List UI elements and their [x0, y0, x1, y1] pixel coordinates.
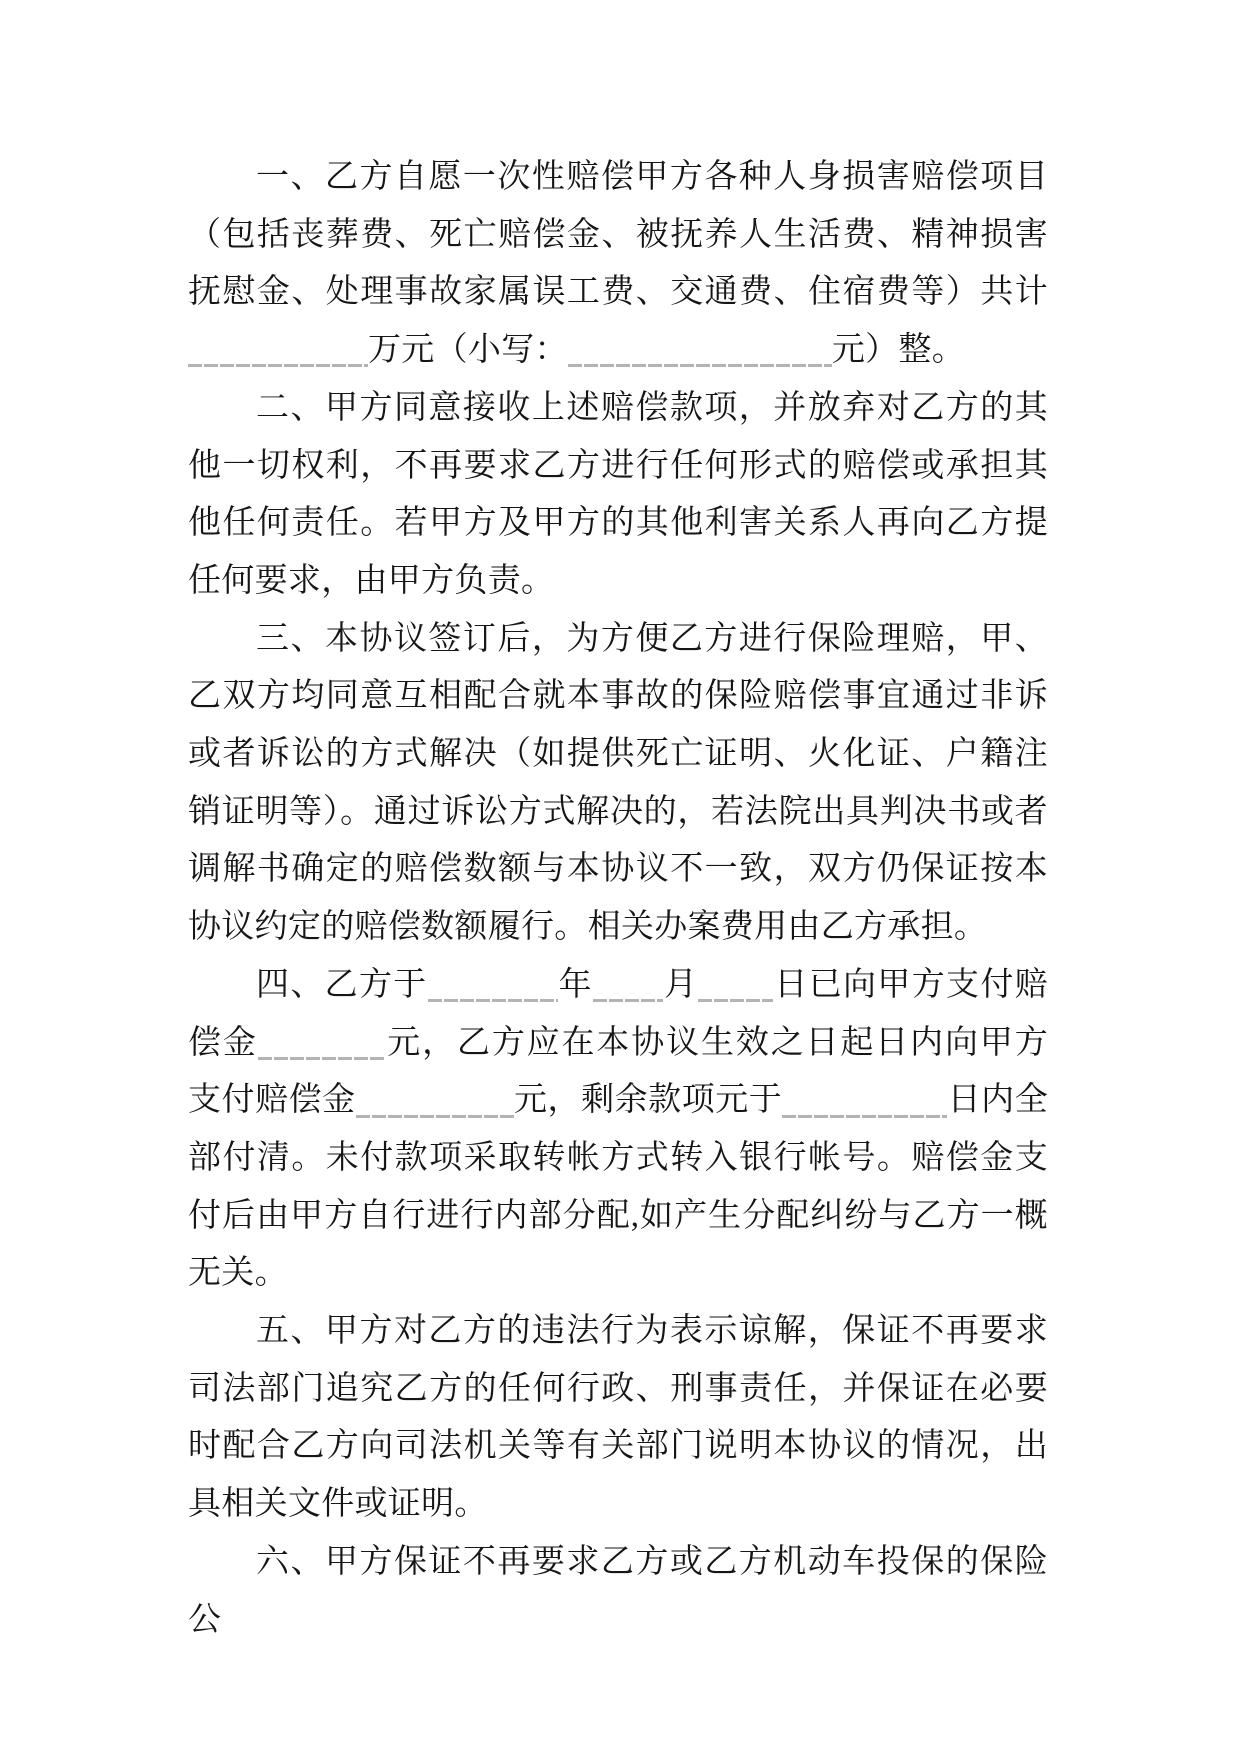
clause-text: 元）整。 [831, 332, 966, 369]
clause-text: 日内全部付清。未付款项采取转帐方式转入银行帐号。赔偿金支付后由甲方自行进行内部分配,如产生分配纠纷与乙方一概无关。 [188, 1082, 1048, 1292]
clause-text: 元，乙方应在本协议生效之日起日内向甲方支付赔偿金 [188, 1024, 1048, 1119]
clause-4 [188, 957, 1048, 1303]
clause-text: 二、甲方同意接收上述赔偿款项，并放弃对乙方的其他一切权利，不再要求乙方进行任何形式的赔偿或承担其他任何责任。若甲方及甲方的其他利害关系人再向乙方提任何要求，由甲方负责。 [188, 389, 1048, 599]
blank-line [258, 1027, 386, 1060]
clause-text: 一、乙方自愿一次性赔偿甲方各种人身损害赔偿项目（包括丧葬费、死亡赔偿金、被抚养人生活费、精神损害抚慰金、处理事故家属误工费、交通费、住宿费等）共计 [188, 159, 1048, 311]
clause-6 [188, 1534, 1048, 1649]
blank-line [782, 1085, 947, 1118]
clause-text: 月 [663, 966, 699, 1003]
blank-line [593, 969, 663, 1002]
document-body [188, 149, 1048, 1649]
clause-5 [188, 1303, 1048, 1534]
clause-text: 元，剩余款项元于 [513, 1082, 783, 1119]
clause-text: 万元（小写： [368, 332, 568, 369]
blank-line [188, 334, 368, 367]
blank-line [698, 969, 773, 1002]
blank-line [568, 334, 832, 367]
clause-text: 年 [557, 966, 593, 1003]
clause-text: 三、本协议签订后，为方便乙方进行保险理赔，甲、乙双方均同意互相配合就本事故的保险赔偿事宜通过非诉或者诉讼的方式解决（如提供死亡证明、火化证、户籍注销证明等）。通过诉讼方式解决的，若法院出具判决书或者调解书确定的赔偿数额与本协议不一致，双方仍保证按本协议约定的赔偿数额履行。相关办案费用由乙方承担。 [188, 620, 1048, 946]
clause-text: 四、乙方于 [256, 966, 428, 1003]
blank-line [428, 969, 558, 1002]
clause-3 [188, 611, 1048, 957]
clause-1 [188, 149, 1048, 380]
clause-2 [188, 380, 1048, 611]
clause-text: 六、甲方保证不再要求乙方或乙方机动车投保的保险公 [188, 1543, 1048, 1638]
clause-text: 日已向甲方支付赔偿金 [188, 966, 1048, 1061]
clause-text: 五、甲方对乙方的违法行为表示谅解，保证不再要求司法部门追究乙方的任何行政、刑事责任，并保证在必要时配合乙方向司法机关等有关部门说明本协议的情况，出具相关文件或证明。 [188, 1313, 1048, 1523]
blank-line [356, 1085, 514, 1118]
